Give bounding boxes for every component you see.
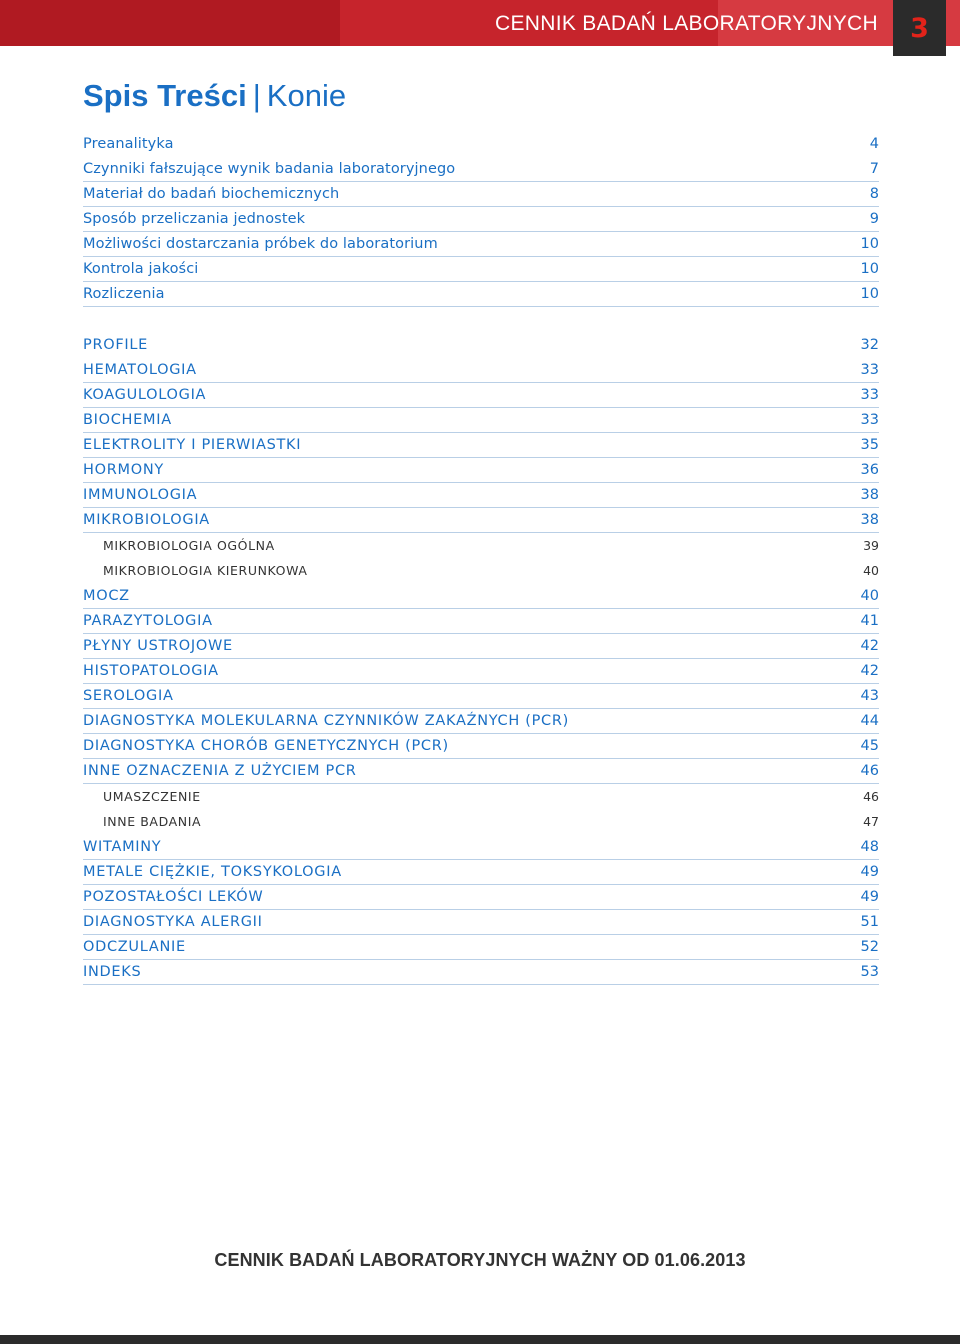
toc-subentry-label: MIKROBIOLOGIA OGÓLNA <box>103 538 275 553</box>
page-number-badge: 3 <box>893 0 946 56</box>
toc-entry-label: ELEKTROLITY I PIERWIASTKI <box>83 437 302 453</box>
toc-subentry[interactable] <box>83 785 879 810</box>
toc-entry-page: 33 <box>860 387 879 403</box>
toc-entry-page: 35 <box>860 437 879 453</box>
toc-title-separator: | <box>252 78 261 113</box>
toc-entry-rule <box>83 306 879 307</box>
toc-entry-label: HISTOPATOLOGIA <box>83 663 219 679</box>
toc-entry-page: 33 <box>860 362 879 378</box>
toc-entry-page: 10 <box>860 261 879 277</box>
toc-entry[interactable] <box>83 458 879 483</box>
toc-entry-label: BIOCHEMIA <box>83 412 172 428</box>
footer-validity-note: CENNIK BADAŃ LABORATORYJNYCH WAŻNY OD 01.06.2013 <box>214 1250 746 1270</box>
toc-entry[interactable] <box>83 734 879 759</box>
toc-entry-page: 7 <box>869 161 879 177</box>
toc-entry-page: 9 <box>869 211 879 227</box>
toc-entry-label: PŁYNY USTROJOWE <box>83 638 233 654</box>
header-band <box>0 0 960 46</box>
toc-entry[interactable] <box>83 910 879 935</box>
toc-subentry-label: UMASZCZENIE <box>103 789 201 804</box>
toc-entry-page: 43 <box>860 688 879 704</box>
toc-entry-page: 10 <box>860 286 879 302</box>
toc-entry[interactable] <box>83 257 879 282</box>
toc-title-main: Spis Treści <box>83 78 247 113</box>
toc-entry-label: IMMUNOLOGIA <box>83 487 198 503</box>
toc-entry-label: HORMONY <box>83 462 164 478</box>
toc-entry-page: 36 <box>860 462 879 478</box>
toc-entry-page: 45 <box>860 738 879 754</box>
toc-title-sub: Konie <box>266 78 347 113</box>
toc-entry-page: 8 <box>869 186 879 202</box>
toc-entry[interactable] <box>83 483 879 508</box>
toc-entry-label: POZOSTAŁOŚCI LEKÓW <box>83 889 264 905</box>
toc-entry[interactable] <box>83 232 879 257</box>
toc-entry-label: DIAGNOSTYKA MOLEKULARNA CZYNNIKÓW ZAKAŹNYCH (PCR) <box>83 713 570 729</box>
toc-entry-label: METALE CIĘŻKIE, TOKSYKOLOGIA <box>83 864 342 880</box>
toc-subentry-page: 39 <box>863 538 879 553</box>
toc-entry-label: KOAGULOLOGIA <box>83 387 207 403</box>
toc-entry-label: INDEKS <box>83 964 142 980</box>
toc-entry[interactable] <box>83 835 879 860</box>
toc-entry-page: 51 <box>860 914 879 930</box>
toc-subentry-page: 46 <box>863 789 879 804</box>
toc-entry-label: Kontrola jakości <box>83 261 199 277</box>
toc-entry-label: INNE OZNACZENIA Z UŻYCIEM PCR <box>83 763 357 779</box>
toc-entry-label: PROFILE <box>83 337 148 353</box>
toc-entry[interactable] <box>83 684 879 709</box>
header-band-left <box>0 0 340 46</box>
toc-entry[interactable] <box>83 508 879 533</box>
toc-entry-label: MOCZ <box>83 588 130 604</box>
toc-subentry-label: MIKROBIOLOGIA KIERUNKOWA <box>103 563 308 578</box>
toc-entry-label: SEROLOGIA <box>83 688 174 704</box>
toc-entry-page: 40 <box>860 588 879 604</box>
toc-entry-label: Sposób przeliczania jednostek <box>83 211 306 227</box>
toc-entry-label: Możliwości dostarczania próbek do laboratorium <box>83 236 438 252</box>
toc-entry-page: 42 <box>860 638 879 654</box>
toc-entry[interactable] <box>83 960 879 985</box>
toc-entry[interactable] <box>83 132 879 157</box>
toc-subentry[interactable] <box>83 534 879 559</box>
toc-entry-page: 48 <box>860 839 879 855</box>
toc-entry-page: 38 <box>860 512 879 528</box>
header-title: CENNIK BADAŃ LABORATORYJNYCH <box>495 12 878 35</box>
toc-entry-page: 49 <box>860 864 879 880</box>
toc-entry-label: Rozliczenia <box>83 286 165 302</box>
toc-entry-page: 33 <box>860 412 879 428</box>
toc-entry-page: 41 <box>860 613 879 629</box>
toc-entry-label: MIKROBIOLOGIA <box>83 512 210 528</box>
toc-entry[interactable] <box>83 182 879 207</box>
toc-entry-rule <box>83 532 879 533</box>
footer-bar <box>0 1335 960 1344</box>
toc-entry[interactable] <box>83 433 879 458</box>
toc-entry[interactable] <box>83 609 879 634</box>
toc-entry-label: ODCZULANIE <box>83 939 186 955</box>
toc-entry-rule <box>83 984 879 985</box>
toc-entry[interactable] <box>83 935 879 960</box>
toc-entry-page: 53 <box>860 964 879 980</box>
toc-entry-label: DIAGNOSTYKA CHORÓB GENETYCZNYCH (PCR) <box>83 738 449 754</box>
toc-entry-page: 32 <box>860 337 879 353</box>
toc-subentry[interactable] <box>83 559 879 584</box>
toc-entry-label: Materiał do badań biochemicznych <box>83 186 340 202</box>
toc-entry-label: WITAMINY <box>83 839 162 855</box>
toc-entry[interactable] <box>83 358 879 383</box>
toc-entry-label: Preanalityka <box>83 136 174 152</box>
toc-entry[interactable] <box>83 860 879 885</box>
toc-entry-page: 42 <box>860 663 879 679</box>
toc-entry[interactable] <box>83 659 879 684</box>
toc-entry-page: 52 <box>860 939 879 955</box>
toc-entry-label: HEMATOLOGIA <box>83 362 197 378</box>
toc-subentry[interactable] <box>83 810 879 835</box>
toc-subentry-label: INNE BADANIA <box>103 814 202 829</box>
toc-entry-page: 10 <box>860 236 879 252</box>
toc-entry-page: 4 <box>869 136 879 152</box>
toc-entry-rule <box>83 783 879 784</box>
toc-entry-label: PARAZYTOLOGIA <box>83 613 213 629</box>
toc-entry[interactable] <box>83 333 879 358</box>
toc-entry[interactable] <box>83 408 879 433</box>
toc-entry-label: Czynniki fałszujące wynik badania laboratoryjnego <box>83 161 456 177</box>
toc-subentry-page: 47 <box>863 814 879 829</box>
toc-entry[interactable] <box>83 709 879 734</box>
toc-entry-page: 49 <box>860 889 879 905</box>
toc-entry-label: DIAGNOSTYKA ALERGII <box>83 914 263 930</box>
toc-entry-page: 38 <box>860 487 879 503</box>
toc-entry[interactable] <box>83 383 879 408</box>
toc-title <box>83 76 346 116</box>
toc-entry[interactable] <box>83 157 879 182</box>
toc-entry-page: 44 <box>860 713 879 729</box>
toc-entry[interactable] <box>83 759 879 784</box>
toc-entry[interactable] <box>83 634 879 659</box>
toc-entry[interactable] <box>83 584 879 609</box>
toc-entry[interactable] <box>83 207 879 232</box>
toc-entry[interactable] <box>83 282 879 307</box>
toc-subentry-page: 40 <box>863 563 879 578</box>
toc-entry[interactable] <box>83 885 879 910</box>
toc-entry-page: 46 <box>860 763 879 779</box>
